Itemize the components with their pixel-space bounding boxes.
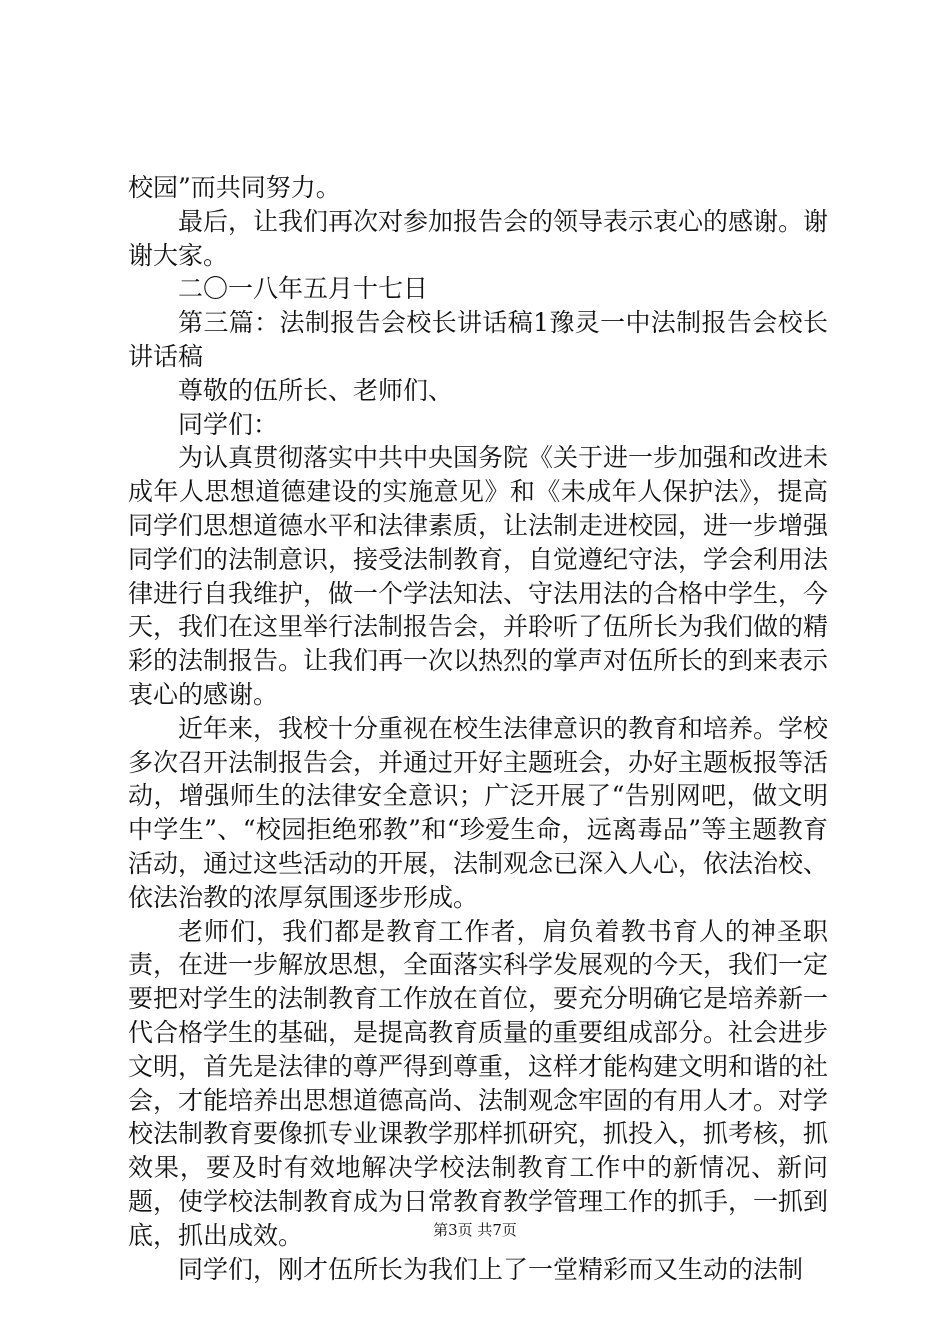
paragraph-body-3: 老师们，我们都是教育工作者，肩负着教书育人的神圣职责，在进一步解放思想，全面落实科学发展观的今天，我们一定要把对学生的法制教育工作放在首位，要充分明确它是培养新一代合格学生的基础，是提高教育质量的重要组成部分。社会进步文明，首先是法律的尊严得到尊重，这样才能构建文明和谐的社会，才能培养出思想道德高尚、法制观念牢固的有用人才。对学校法制教育要像抓专业课教学那样抓研究，抓投入，抓考核，抓效果，要及时有效地解决学校法制教育工作中的新情况、新问题，使学校法制教育成为日常教育教学管理工作的抓手，一抓到底，抓出成效。 (128, 916, 829, 1250)
section-heading: 第三篇：法制报告会校长讲话稿1豫灵一中法制报告会校长讲话稿 (128, 308, 828, 371)
paragraph-closing-thanks: 最后，让我们再次对参加报告会的领导表示衷心的感谢。谢谢大家。 (128, 206, 829, 270)
salutation-line-1: 尊敬的伍所长、老师们、 (178, 375, 454, 405)
paragraph-date: 二〇一八年五月十七日 (178, 274, 429, 304)
paragraph-continuation: 校园”而共同努力。 (128, 173, 341, 202)
document-body (128, 171, 828, 1286)
paragraph-body-2: 近年来，我校十分重视在校生法律意识的教育和培养。学校多次召开法制报告会，并通过开好主题班会，办好主题板报等活动，增强师生的法律安全意识；广泛开展了“告别网吧，做文明中学生”、“校园拒绝邪教”和“珍爱生命，远离毒品”等主题教育活动，通过这些活动的开展，法制观念已深入人心，依法治校、依法治教的浓厚氛围逐步形成。 (128, 713, 829, 912)
salutation-line-2: 同学们： (178, 409, 279, 439)
page-number-footer: 第3页 共7页 (433, 1221, 517, 1239)
paragraph-body-4: 同学们，刚才伍所长为我们上了一堂精彩而又生动的法制 (178, 1254, 804, 1284)
paragraph-body-1: 为认真贯彻落实中共中央国务院《关于进一步加强和改进未成年人思想道德建设的实施意见》和《未成年人保护法》，提高同学们思想道德水平和法律素质，让法制走进校园，进一步增强同学们的法制意识，接受法制教育，自觉遵纪守法，学会利用法律进行自我维护，做一个学法知法、守法用法的合格中学生，今天，我们在这里举行法制报告会，并聆听了伍所长为我们做的精彩的法制报告。让我们再一次以热烈的掌声对伍所长的到来表示衷心的感谢。 (128, 443, 829, 709)
